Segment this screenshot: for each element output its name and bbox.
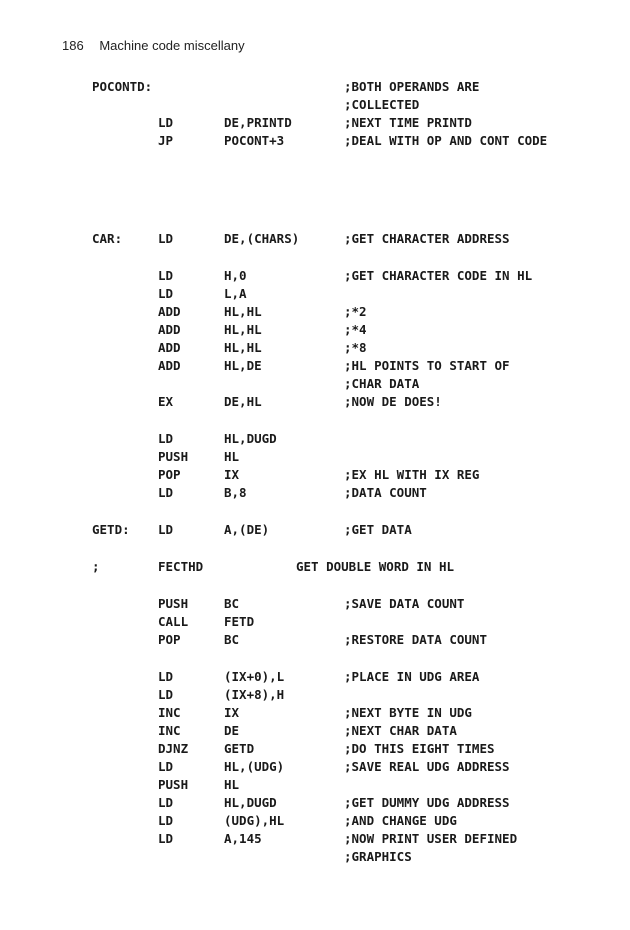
code-operand: HL,HL <box>224 322 262 337</box>
code-line <box>0 776 630 794</box>
code-line <box>0 704 630 722</box>
code-operand: HL,HL <box>224 340 262 355</box>
code-comment: ;CHAR DATA <box>344 376 420 391</box>
code-opcode: JP <box>158 133 174 148</box>
code-comment: ;EX HL WITH IX REG <box>344 467 480 482</box>
code-line <box>0 430 630 448</box>
code-operand: DE <box>224 723 240 738</box>
code-operand: IX <box>224 705 240 720</box>
code-opcode: INC <box>158 723 181 738</box>
code-line <box>0 466 630 484</box>
running-title: Machine code miscellany <box>99 38 245 53</box>
code-operand: HL,(UDG) <box>224 759 285 774</box>
code-opcode: ADD <box>158 340 181 355</box>
code-comment: ;DO THIS EIGHT TIMES <box>344 741 495 756</box>
code-opcode: ADD <box>158 322 181 337</box>
code-operand: L,A <box>224 286 247 301</box>
code-line <box>0 686 630 704</box>
code-operand: HL,DUGD <box>224 795 277 810</box>
code-comment: ;AND CHANGE UDG <box>344 813 457 828</box>
code-operand: (IX+8),H <box>224 687 285 702</box>
page-number: 186 <box>62 38 84 53</box>
code-opcode: CALL <box>158 614 189 629</box>
code-opcode: FECTHD <box>158 559 204 574</box>
code-comment: ;NOW PRINT USER DEFINED <box>344 831 518 846</box>
code-operand: (IX+0),L <box>224 669 285 684</box>
code-operand: BC <box>224 596 240 611</box>
code-line <box>0 375 630 393</box>
code-line <box>0 78 630 96</box>
code-line <box>0 230 630 248</box>
code-line <box>0 114 630 132</box>
code-comment: ;GET CHARACTER CODE IN HL <box>344 268 533 283</box>
code-operand: GETD <box>224 741 255 756</box>
code-opcode: DJNZ <box>158 741 189 756</box>
code-operand: DE,PRINTD <box>224 115 292 130</box>
code-operand: A,(DE) <box>224 522 270 537</box>
code-opcode: POP <box>158 467 181 482</box>
code-operand: BC <box>224 632 240 647</box>
code-opcode: LD <box>158 115 174 130</box>
code-opcode: ADD <box>158 358 181 373</box>
code-line <box>0 722 630 740</box>
code-operand: HL,DE <box>224 358 262 373</box>
code-line <box>0 448 630 466</box>
code-opcode: LD <box>158 813 174 828</box>
code-opcode: POP <box>158 632 181 647</box>
code-line <box>0 96 630 114</box>
code-line <box>0 484 630 502</box>
code-line <box>0 339 630 357</box>
code-comment: ;SAVE DATA COUNT <box>344 596 465 611</box>
code-line <box>0 321 630 339</box>
code-opcode: PUSH <box>158 777 189 792</box>
code-opcode: EX <box>158 394 174 409</box>
code-line <box>0 285 630 303</box>
code-label: ; <box>92 559 100 574</box>
code-opcode: ADD <box>158 304 181 319</box>
code-line <box>0 267 630 285</box>
code-opcode: LD <box>158 431 174 446</box>
code-operand: POCONT+3 <box>224 133 285 148</box>
code-operand: H,0 <box>224 268 247 283</box>
code-opcode: LD <box>158 759 174 774</box>
code-operand: HL <box>224 449 240 464</box>
code-operand: DE,(CHARS) <box>224 231 300 246</box>
code-line <box>0 740 630 758</box>
code-operand: IX <box>224 467 240 482</box>
code-label: GETD: <box>92 522 130 537</box>
code-comment: ;GET DATA <box>344 522 412 537</box>
code-opcode: LD <box>158 286 174 301</box>
code-line <box>0 132 630 150</box>
code-operand: HL <box>224 777 240 792</box>
code-operand: FETD <box>224 614 255 629</box>
code-line <box>0 794 630 812</box>
code-line <box>0 595 630 613</box>
code-comment: ;COLLECTED <box>344 97 420 112</box>
code-label: CAR: <box>92 231 123 246</box>
code-comment: ;GET DUMMY UDG ADDRESS <box>344 795 510 810</box>
code-comment: ;HL POINTS TO START OF <box>344 358 510 373</box>
code-operand: B,8 <box>224 485 247 500</box>
code-comment-text: GET DOUBLE WORD IN HL <box>296 559 455 574</box>
code-comment: ;GET CHARACTER ADDRESS <box>344 231 510 246</box>
code-line <box>0 357 630 375</box>
code-comment: ;NEXT BYTE IN UDG <box>344 705 472 720</box>
code-line <box>0 393 630 411</box>
code-comment: ;BOTH OPERANDS ARE <box>344 79 480 94</box>
code-line <box>0 631 630 649</box>
code-comment: ;RESTORE DATA COUNT <box>344 632 487 647</box>
code-opcode: INC <box>158 705 181 720</box>
code-line <box>0 812 630 830</box>
code-comment: ;*8 <box>344 340 367 355</box>
code-comment: ;NEXT CHAR DATA <box>344 723 457 738</box>
code-opcode: LD <box>158 231 174 246</box>
code-opcode: LD <box>158 831 174 846</box>
code-operand: A,145 <box>224 831 262 846</box>
code-comment: ;*2 <box>344 304 367 319</box>
code-line <box>0 758 630 776</box>
code-comment: ;NOW DE DOES! <box>344 394 442 409</box>
code-opcode: LD <box>158 522 174 537</box>
code-opcode: LD <box>158 268 174 283</box>
code-operand: DE,HL <box>224 394 262 409</box>
code-comment: ;SAVE REAL UDG ADDRESS <box>344 759 510 774</box>
code-line <box>0 303 630 321</box>
code-comment: ;DEAL WITH OP AND CONT CODE <box>344 133 548 148</box>
code-line <box>0 521 630 539</box>
code-opcode: LD <box>158 485 174 500</box>
code-label: POCONTD: <box>92 79 153 94</box>
code-line <box>0 848 630 866</box>
code-operand: HL,DUGD <box>224 431 277 446</box>
code-comment: ;PLACE IN UDG AREA <box>344 669 480 684</box>
code-line <box>0 613 630 631</box>
code-opcode: PUSH <box>158 596 189 611</box>
code-comment: ;NEXT TIME PRINTD <box>344 115 472 130</box>
code-line <box>0 668 630 686</box>
code-opcode: LD <box>158 795 174 810</box>
code-opcode: PUSH <box>158 449 189 464</box>
code-line <box>0 830 630 848</box>
code-comment: ;DATA COUNT <box>344 485 427 500</box>
code-operand: HL,HL <box>224 304 262 319</box>
code-comment: ;*4 <box>344 322 367 337</box>
code-comment: ;GRAPHICS <box>344 849 412 864</box>
code-line <box>0 558 630 576</box>
code-opcode: LD <box>158 669 174 684</box>
code-operand: (UDG),HL <box>224 813 285 828</box>
code-opcode: LD <box>158 687 174 702</box>
